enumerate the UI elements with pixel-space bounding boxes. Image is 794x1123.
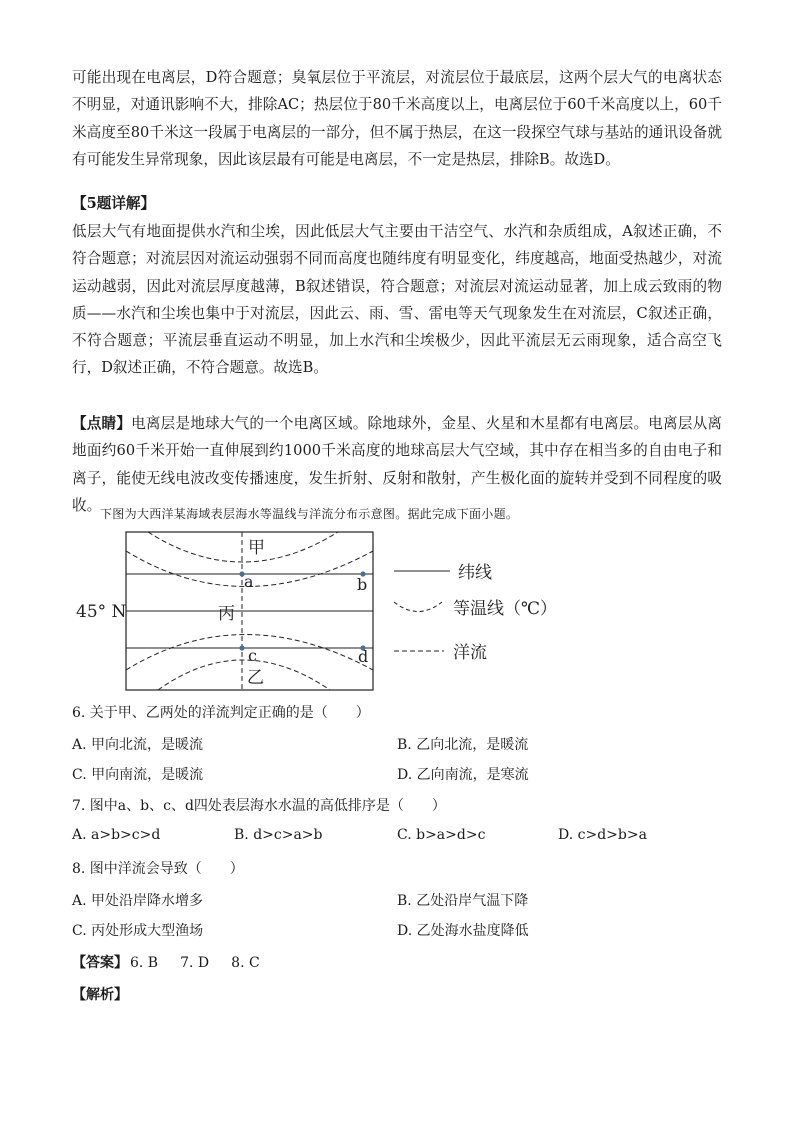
analysis-label: 【解析】 — [72, 987, 128, 1003]
q6-stem: 6. 关于甲、乙两处的洋流判定正确的是（ ） — [72, 705, 370, 721]
answer-6: 6. B — [130, 955, 159, 971]
explanation-paragraph-5: 低层大气有地面提供水汽和尘埃，因此低层大气主要由干洁空气、水汽和杂质组成，A叙述正确，不符合题意；对流层因对流运动强弱不同而高度也随纬度有明显变化，纬度越高，地面受热越少，对流运动越弱，因此对流层厚度越薄，B叙述错误，符合题意；对流层对流运动显著，加上成云致雨的物质——水汽和尘埃也集中于对流层，因此云、雨、雪、雷电等天气现象发生在对流层，C叙述正确，不符合题意；平流层垂直运动不明显，加上水汽和尘埃极少，因此平流层无云雨现象，适合高空飞行，D叙述正确，不符合题意。故选B。 — [72, 223, 722, 377]
legend-current-label: 洋流 — [453, 643, 487, 663]
label-jia: 甲 — [248, 538, 265, 558]
q7-option-b: B. d>c>a>b — [234, 827, 323, 843]
answer-8: 8. C — [231, 955, 260, 971]
q8-stem: 8. 图中洋流会导致（ ） — [72, 861, 244, 877]
q7-option-c: C. b>a>d>c — [397, 827, 486, 843]
label-c: c — [248, 646, 257, 665]
label-latitude-45n: 45° N — [76, 602, 127, 622]
tip-text: 电离层是地球大气的一个电离区域。除地球外，金星、火星和木星都有电离层。电离层从离地面约60千米开始一直伸展到约1000千米高度的地球高层大气空域，其中存在相当多的自由电子和离子，能使无线电波改变传播速度，发生折射、反射和散射，产生极化面的旋转并受到不同程度的吸收。 — [72, 415, 722, 514]
map-intro: 下图为大西洋某海域表层海水等温线与洋流分布示意图。据此完成下面小题。 — [100, 507, 519, 521]
q7-option-a: A. a>b>c>d — [72, 827, 161, 843]
point-c-dot — [239, 645, 244, 650]
ocean-current-map — [70, 527, 570, 695]
isotherm-bottom-2 — [158, 660, 330, 690]
tip-paragraph — [72, 410, 722, 519]
legend-isotherm-label: 等温线（℃） — [453, 599, 558, 619]
explanation-paragraph-4: 可能出现在电离层，D符合题意；臭氧层位于平流层，对流层位于最底层，这两个层大气的电离状态不明显，对通讯影响不大，排除AC；热层位于80千米高度以上，电离层位于60千米高度以上，60千米高度至80千米这一段属于电离层的一部分，但不属于热层，在这一段探空气球与基站的通讯设备就有可能发生异常现象，因此该层最有可能是电离层，不一定是热层，排除B。故选D。 — [72, 69, 722, 168]
q6-option-c: C. 甲向南流，是暖流 — [72, 767, 204, 783]
label-b: b — [357, 575, 368, 594]
answer-label: 【答案】 — [72, 955, 128, 971]
q8-option-d: D. 乙处海水盐度降低 — [397, 923, 529, 939]
q8-option-c: C. 丙处形成大型渔场 — [72, 923, 204, 939]
q7-stem: 7. 图中a、b、c、d四处表层海水水温的高低排序是（ ） — [72, 798, 446, 814]
q5-detail-header: 【5题详解】 — [72, 195, 156, 212]
q8-option-b: B. 乙处沿岸气温下降 — [397, 893, 529, 909]
legend-isotherm-symbol — [394, 602, 442, 612]
isotherm-top-1 — [148, 532, 338, 562]
label-bing: 丙 — [218, 604, 235, 624]
tip-label: 【点睛】 — [72, 415, 132, 432]
q8-option-a: A. 甲处沿岸降水增多 — [72, 893, 204, 909]
label-yi: 乙 — [247, 668, 264, 688]
q7-option-d: D. c>d>b>a — [558, 827, 647, 843]
answer-line — [72, 952, 260, 972]
q6-option-b: B. 乙向北流，是暖流 — [397, 737, 529, 753]
answer-7: 7. D — [180, 955, 210, 971]
label-d: d — [358, 647, 369, 666]
q6-option-a: A. 甲向北流，是暖流 — [72, 737, 204, 753]
label-a: a — [244, 572, 254, 591]
legend-latitude-label: 纬线 — [458, 563, 492, 583]
q6-option-d: D. 乙向南流，是寒流 — [397, 767, 529, 783]
